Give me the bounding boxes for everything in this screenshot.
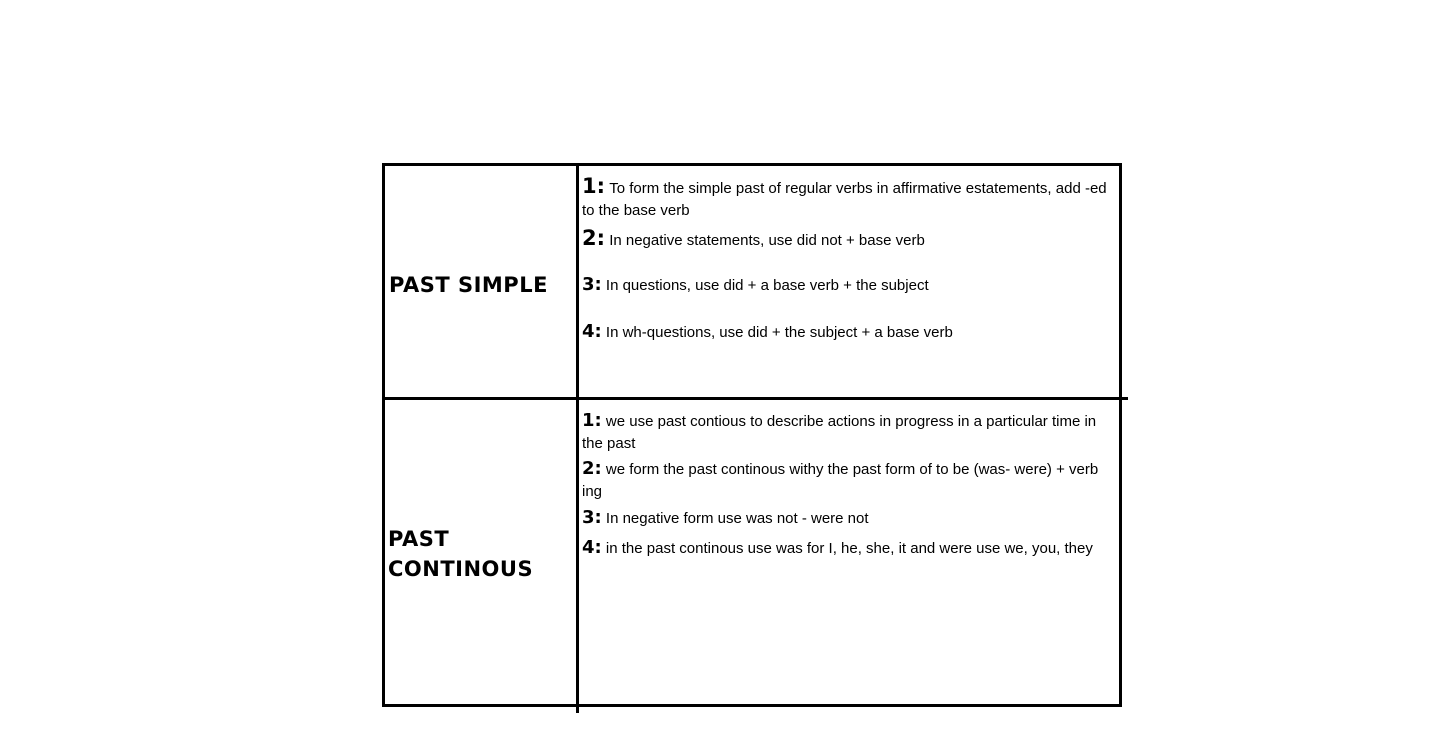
- rule-text: In negative statements, use did not + base verb: [609, 232, 925, 249]
- rule-number: 1:: [582, 410, 602, 431]
- rule-text: In wh-questions, use did + the subject + a base verb: [605, 324, 953, 341]
- past-continous-rule-4: [582, 537, 1110, 560]
- rule-text: In questions, use did + a base verb + the subject: [605, 277, 929, 294]
- rule-number: 1:: [582, 174, 606, 198]
- past-continous-rule-2: [582, 458, 1110, 503]
- row-label-past-continous: PAST CONTINOUS: [388, 527, 534, 581]
- rule-number: 4:: [582, 537, 602, 558]
- rule-number: 4:: [582, 321, 602, 342]
- rule-number: 3:: [582, 507, 602, 528]
- rule-number: 2:: [582, 458, 602, 479]
- row-divider: [382, 397, 1128, 400]
- rule-number: 2:: [582, 226, 606, 250]
- row-label-past-simple: PAST SIMPLE: [389, 273, 548, 297]
- past-continous-rule-1: [582, 410, 1110, 455]
- past-simple-rule-4: [582, 321, 1110, 344]
- rule-text: we form the past continous withy the past form of to be (was- were) + verb ing: [582, 461, 1099, 500]
- rule-text: in the past continous use was for I, he, she, it and were use we, you, they: [605, 540, 1093, 557]
- past-simple-rule-1: [582, 175, 1110, 222]
- column-divider: [576, 163, 579, 713]
- rule-number: 3:: [582, 274, 602, 295]
- past-simple-rule-2: [582, 227, 1110, 252]
- past-continous-rule-3: [582, 507, 1110, 530]
- rule-text: To form the simple past of regular verbs in affirmative estatements, add -ed to the base verb: [582, 180, 1107, 219]
- past-simple-rule-3: [582, 274, 1110, 297]
- rule-text: In negative form use was not - were not: [605, 510, 869, 527]
- rule-text: we use past contious to describe actions in progress in a particular time in the past: [582, 413, 1097, 452]
